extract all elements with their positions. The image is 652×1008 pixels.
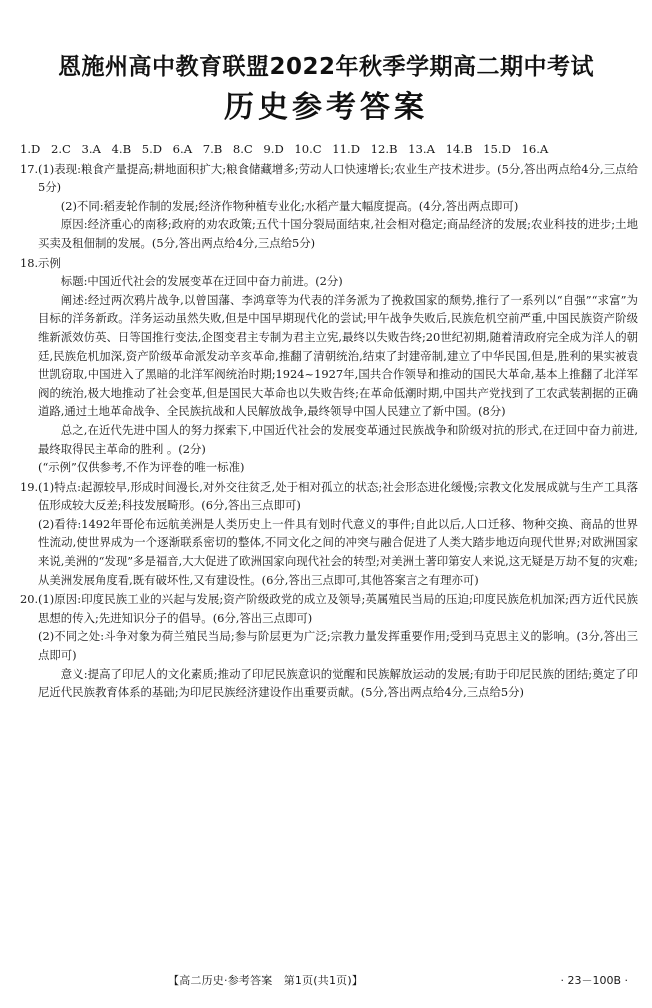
mc-answer: 4.B <box>111 142 132 156</box>
answer-paragraph: 原因:经济重心的南移;政府的劝农政策;五代十国分裂局面结束,社会相对稳定;商品经济的发展;农业科技的进步;土地买卖及租佃制的发展。(5分,答出两点给4分,三点给5分) <box>38 217 638 250</box>
mc-answer: 12.B <box>370 142 398 156</box>
exam-title: 恩施州高中教育联盟2022年秋季学期高二期中考试 <box>57 54 594 80</box>
answer-paragraph: (1)表现:粮食产量提高;耕地面积扩大;粮食储藏增多;劳动人口快速增长;农业生产技术进步。(5分,答出两点给4分,三点给5分) <box>38 161 638 195</box>
example-label: 示例 <box>38 255 61 270</box>
mc-answer: 13.A <box>408 142 435 156</box>
mc-answer: 15.D <box>483 142 511 156</box>
question-18 <box>20 254 638 477</box>
page-footer <box>0 972 652 990</box>
mc-answer: 5.D <box>141 142 163 156</box>
mc-answer: 2.C <box>50 142 71 156</box>
mc-answer: 16.A <box>521 142 549 156</box>
answer-paragraph: (2)不同之处:斗争对象为荷兰殖民当局;参与阶层更为广泛;宗教力量发挥重要作用;受到马克思主义的影响。(3分,答出三点即可) <box>38 629 638 663</box>
question-20 <box>20 590 638 702</box>
answer-paragraph: 标题:中国近代社会的发展变革在迂回中奋力前进。(2分) <box>60 274 343 289</box>
mc-answer: 11.D <box>332 142 360 156</box>
multiple-choice-answers <box>20 140 638 159</box>
grading-note: (“示例”仅供参考,不作为评卷的唯一标准) <box>38 460 245 475</box>
answer-paragraph: 总之,在近代先进中国人的努力探索下,中国近代社会的发展变革通过民族战争和阶级对抗的形式,在迂回中奋力前进,最终取得民主革命的胜利 。(2分) <box>38 422 638 456</box>
footer-code: · 23－100B · <box>560 974 628 987</box>
answer-paragraph: (1)原因:印度民族工业的兴起与发展;资产阶级政党的成立及领导;英属殖民当局的压迫;印度民族危机加深;西方近代民族思想的传入;先进知识分子的倡导。(6分,答出三点即可) <box>38 592 638 625</box>
question-number: 20. <box>20 592 39 607</box>
answer-paragraph: (2)看待:1492年哥伦布远航美洲是人类历史上一件具有划时代意义的事件;自此以后,人口迁移、物种交换、商品的世界性流动,使世界成为一个逐渐联系密切的整体,不同文化之间的冲突与融合促进了人类大踏步地迈向现代世界;对欧洲国家来说,美洲的“发现”多是福音,大大促进了欧洲国家向现代社会的转型;对美洲土著印第安人来说,这无疑是万劫不复的灾难;从美洲发展角度看,既有破坏性,又有建设性。(6分,答出三点即可,其他答案言之有理亦可) <box>38 516 638 587</box>
document-subtitle: 历史参考答案 <box>224 90 428 125</box>
mc-answer: 14.B <box>445 142 473 156</box>
answer-content <box>20 140 638 702</box>
question-17 <box>20 160 638 253</box>
mc-answer: 3.A <box>81 142 101 156</box>
mc-answer: 6.A <box>172 142 193 156</box>
mc-answer: 9.D <box>263 142 284 156</box>
question-number: 17. <box>20 161 39 176</box>
footer-page-info: 【高二历史·参考答案 第1页(共1页)】 <box>168 974 364 987</box>
mc-answer: 8.C <box>232 142 253 156</box>
answer-paragraph: 意义:提高了印尼人的文化素质;推动了印尼民族意识的觉醒和民族解放运动的发展;有助于印尼民族的团结;奠定了印尼近代民族教育体系的基础;为印尼民族经济建设作出重要贡献。(5分,答出两点给4分,三点给5分) <box>38 666 638 700</box>
answer-paragraph: (2)不同:稻麦轮作制的发展;经济作物种植专业化;水稻产量大幅度提高。(4分,答出两点即可) <box>60 198 519 213</box>
mc-answer: 7.B <box>202 142 223 156</box>
answer-paragraph: 阐述:经过两次鸦片战争,以曾国藩、李鸿章等为代表的洋务派为了挽救国家的颓势,推行了一系列以“自强”“求富”为目标的洋务新政。洋务运动虽然失败,但是中国早期现代化的尝试;甲午战争失败后,民族危机空前严重,中国民族资产阶级维新派效仿英、日等国推行变法,企图变君主专制为君主立宪,最终以失败告终;20世纪初期,随着清政府完全成为洋人的朝廷,民族危机加深,资产阶级革命派发动辛亥革命,推翻了清朝统治,结束了封建帝制,建立了中华民国,但是,胜利的果实被袁世凯窃取,中国进入了黑暗的北洋军阀统治时期;1924~1927年,国共合作领导和推动的国民大革命,基本上推翻了北洋军阀的统治,极大地推动了社会变革,但是国民大革命也以失败告终;在革命低潮时期,中国共产党找到了工农武装割据的正确道路,通过土地革命战争、全民族抗战和人民解放战争,最终领导中国人民建立了新中国。(8分) <box>38 292 638 419</box>
mc-answer: 10.C <box>294 142 322 156</box>
question-19 <box>20 478 638 590</box>
mc-answer: 1.D <box>20 142 41 156</box>
answer-paragraph: (1)特点:起源较早,形成时间漫长,对外交往贫乏,处于相对孤立的状态;社会形态进化缓慢;宗教文化发展成就与生产工具落伍形成较大反差;科技发展畸形。(6分,答出三点即可) <box>38 479 638 513</box>
question-number: 18. <box>20 255 39 270</box>
question-number: 19. <box>20 479 39 494</box>
